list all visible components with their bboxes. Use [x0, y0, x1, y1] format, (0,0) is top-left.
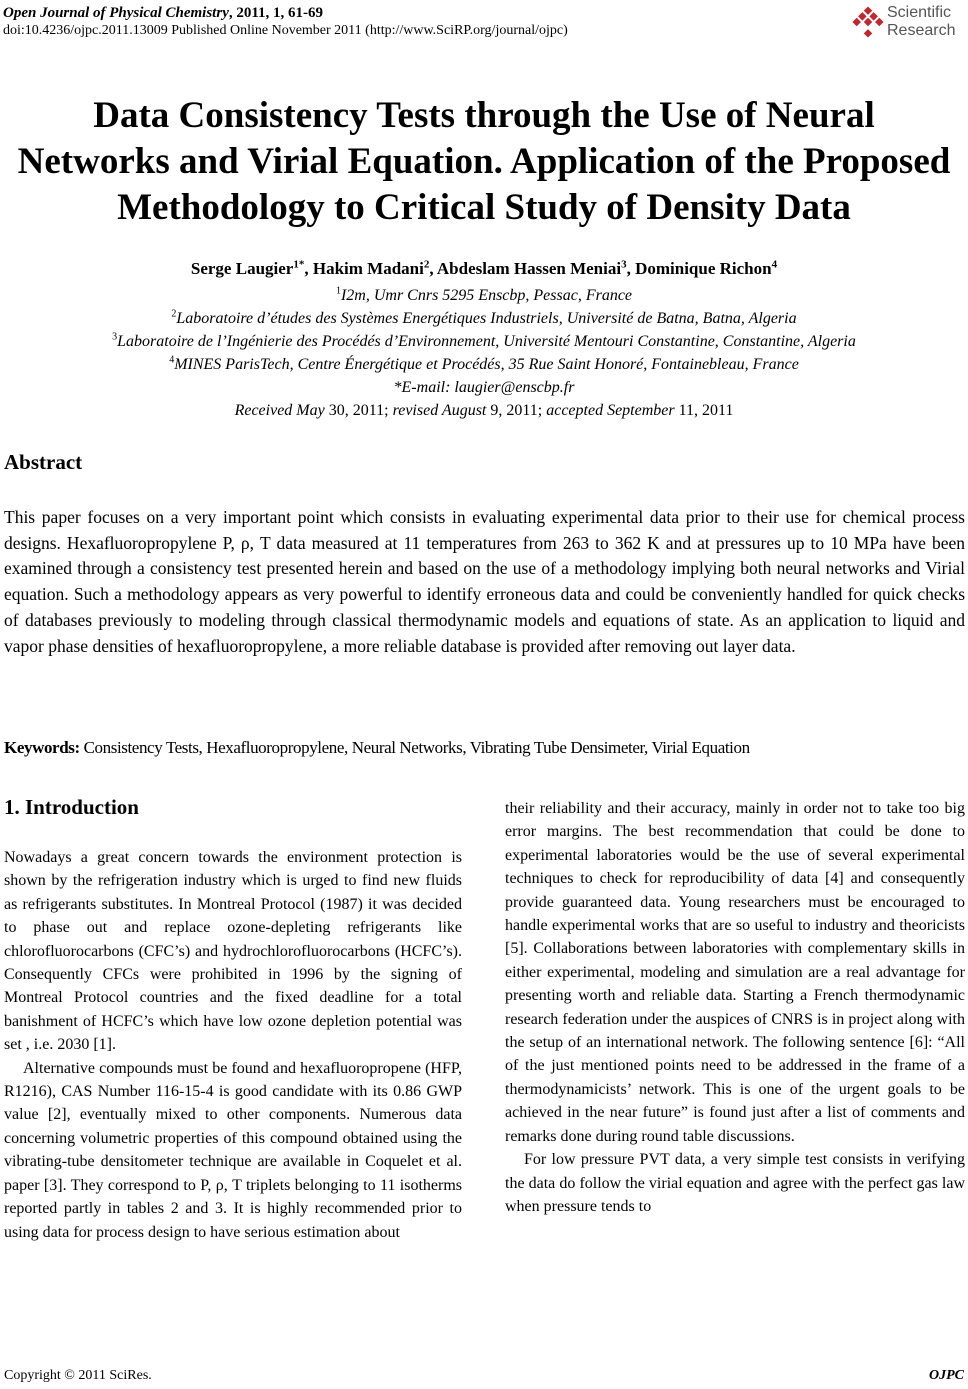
affiliation-number: 2: [171, 308, 177, 320]
affiliations: [0, 284, 968, 422]
paragraph: their reliability and their accuracy, mainly in order not to take too big error margins. The best recommendation that could be done to experimental laboratories would be the use of several experimental techniques to check for reproducibility of data [4] and consequently provide guaranteed data. Young researchers must be encouraged to handle experimental works that are so useful to industry and theoricists [5]. Collaborations between laboratories with complementary skills in either experimental, modeling and simulation are a real advantage for presenting worth and reliable data. Starting a French thermodynamic research federation under the auspices of CNRS is in project along with the setup of an international network. The following sentence [6]: “All of the just mentioned points need to be addressed in the frame of a thermodynamicists’ network. This is one of the urgent goals to be achieved in the near future” is found just after a list of comments and remarks done during round table discussions.: [505, 800, 965, 1145]
dates-line: [0, 399, 968, 422]
copyright-footer: Copyright © 2011 SciRes.: [4, 1368, 152, 1383]
affiliation-number: 1: [335, 285, 341, 297]
paragraph: For low pressure PVT data, a very simple test consists in verifying the data do follow the virial equation and agree with the perfect gas law when pressure tends to: [505, 1151, 965, 1215]
affiliation-number: 3: [112, 331, 118, 343]
email-line[interactable]: *E-mail: laugier@enscbp.fr: [393, 379, 575, 396]
keywords-text: Consistency Tests, Hexafluoropropylene, Neural Networks, Vibrating Tube Densimeter, Virial Equation: [79, 738, 750, 757]
logo-line2: Research: [887, 22, 956, 39]
keywords-label: Keywords:: [4, 738, 80, 757]
affiliation-text: Laboratoire d’études des Systèmes Energétiques Industriels, Université de Batna, Batna, Algeria: [176, 310, 797, 327]
affiliation-text: MINES ParisTech, Centre Énergétique et Procédés, 35 Rue Saint Honoré, Fontainebleau, France: [174, 356, 799, 373]
accepted-label: accepted September: [546, 402, 679, 419]
journal-name: Open Journal of Physical Chemistry: [3, 5, 229, 21]
doi-line[interactable]: doi:10.4236/ojpc.2011.13009 Published Online November 2011 (http://www.SciRP.org/journal/ojpc): [3, 23, 568, 38]
logo-line1: Scientific: [887, 4, 952, 21]
paragraph: Nowadays a great concern towards the environment protection is shown by the refrigeration industry which is urged to find new fluids as refrigerants substitutes. In Montreal Protocol (1987) it was decided to phase out and replace ozone-depleting refrigerants like chlorofluorocarbons (CFC’s) and hydrochlorofluorocarbons (HCFC’s). Consequently CFCs were prohibited in 1996 by the signing of Montreal Protocol countries and the fixed deadline for a total banishment of HCFC’s which have low ozone depletion potential was set , i.e. 2030 [1].: [4, 849, 462, 1054]
author-name: Serge Laugier: [190, 259, 294, 278]
body-column-left: [4, 846, 462, 1244]
author-name: Abdeslam Hassen Meniai: [436, 259, 622, 278]
received-label: Received May: [234, 402, 329, 419]
journal-volume: , 2011, 1, 61-69: [228, 5, 324, 21]
author-sup: 1*: [293, 258, 305, 271]
abstract-text: This paper focuses on a very important point which consists in evaluating experimental data prior to their use for chemical process designs. Hexafluoropropylene P, ρ, T data measured at 11 temperatures from 263 to 362 K and at pressures up to 10 MPa have been examined through a consistency test presented herein and based on the use of a methodology implying both neural networks and Virial equation. Such a methodology appears as very powerful to identify erroneous data and could be conveniently handled for quick checks of databases previously to modeling through classical thermodynamic models and equations of state. As an application to liquid and vapor phase densities of hexafluoropropylene, a more reliable database is provided after removing out layer data.: [4, 507, 965, 656]
body-column-right: [505, 797, 965, 1218]
accepted-date: 11, 2011: [678, 402, 734, 419]
title-line-1: Data Consistency Tests through the Use of Neural: [93, 95, 875, 136]
title-line-2: Networks and Virial Equation. Application of the Proposed: [17, 141, 951, 182]
title-line-3: Methodology to Critical Study of Density Data: [117, 187, 851, 228]
author-list: Serge Laugier$^{1*}$, Hakim Madani$^2$, Abdeslam Hassen Meniai$^3$, Dominique Richon$^4$: [190, 258, 778, 278]
journal-abbreviation: OJPC: [929, 1368, 964, 1383]
author-name: Dominique Richon: [635, 259, 772, 278]
abstract-heading: Abstract: [4, 450, 83, 474]
logo-text: [887, 4, 955, 40]
section-heading-introduction: 1. Introduction: [4, 795, 139, 819]
affiliation-number: 4: [169, 354, 175, 366]
running-header: [3, 4, 763, 39]
received-date: 30, 2011;: [328, 402, 393, 419]
scientific-research-logo-icon: [851, 5, 885, 39]
revised-label: revised August: [392, 402, 491, 419]
affiliation-text: Laboratoire de l’Ingénierie des Procédés d’Environnement, Université Mentouri Constantine, Constantine, Algeria: [117, 333, 856, 350]
paper-title: [0, 93, 968, 231]
author-name: Hakim Madani: [312, 259, 424, 278]
paragraph: Alternative compounds must be found and hexafluoropropene (HFP, R1216), CAS Number 116-15-4 is good candidate with its 0.86 GWP value [2], eventually mixed to other components. Numerous data concerning volumetric properties of this compound obtained using the vibrating-tube densitometer technique are available in Coquelet et al. paper [3]. They correspond to P, ρ, T triplets belonging to 11 isotherms reported partly in tables 2 and 3. It is highly recommended prior to using data for process design to have serious estimation about: [4, 1059, 462, 1241]
keywords-line: [4, 737, 965, 759]
revised-date: 9, 2011;: [490, 402, 547, 419]
affiliation-1: [0, 284, 968, 307]
affiliation-3: [0, 330, 968, 353]
publisher-logo[interactable]: [851, 3, 967, 43]
affiliation-4: [0, 353, 968, 376]
author-sup: 2: [423, 258, 430, 271]
journal-citation: [3, 4, 763, 22]
author-sup: 3: [621, 258, 627, 271]
affiliation-text: I2m, Umr Cnrs 5295 Enscbp, Pessac, France: [340, 287, 633, 304]
author-sup: 4: [771, 258, 778, 271]
affiliation-2: [0, 307, 968, 330]
